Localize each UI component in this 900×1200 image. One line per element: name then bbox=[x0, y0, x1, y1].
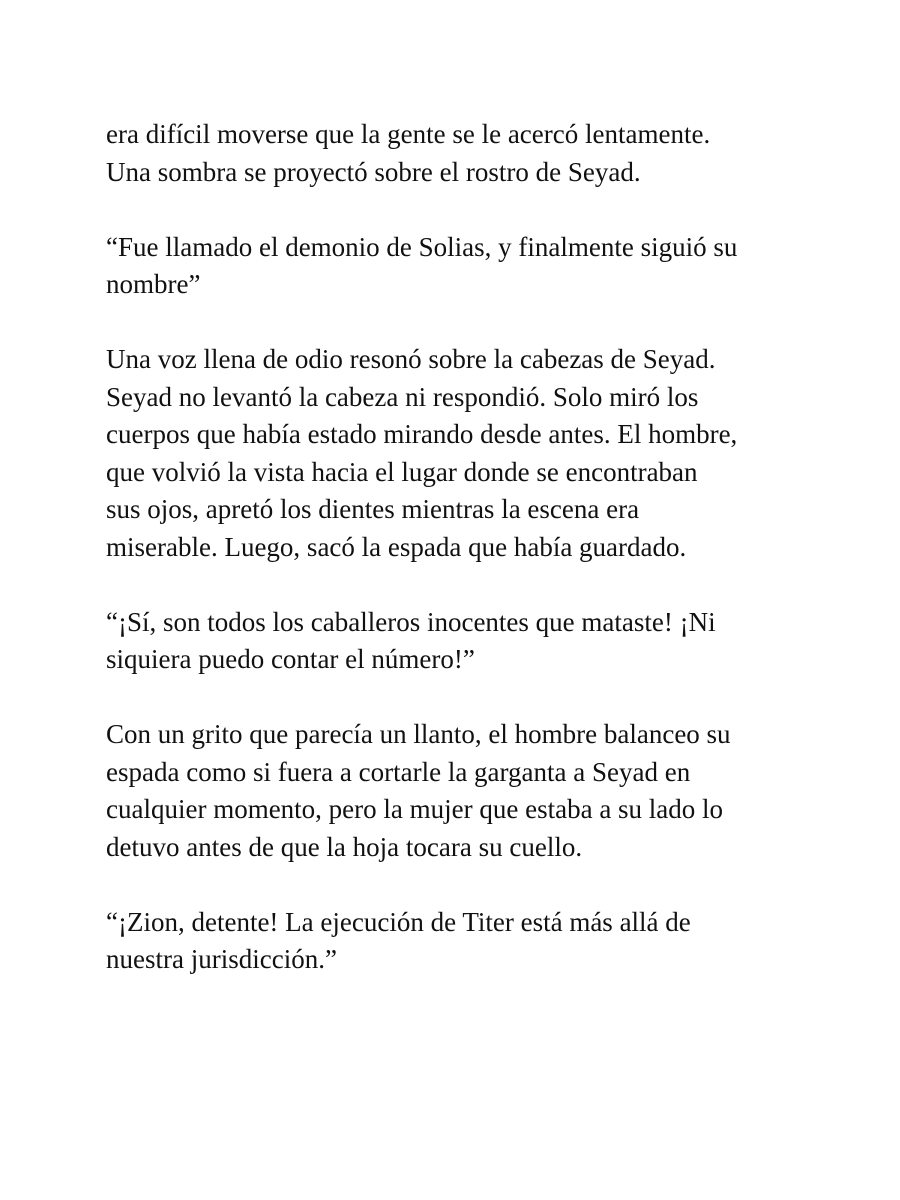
text-line: espada como si fuera a cortarle la garganta a Seyad en bbox=[106, 756, 691, 787]
text-line: Con un grito que parecía un llanto, el hombre balanceo su bbox=[106, 719, 731, 749]
paragraph bbox=[106, 341, 806, 566]
text-line: “¡Sí, son todos los caballeros inocentes que mataste! ¡Ni bbox=[106, 606, 716, 637]
paragraph bbox=[106, 604, 806, 679]
text-line: Una voz llena de odio resonó sobre la cabezas de Seyad. bbox=[106, 344, 716, 374]
text-line: nombre” bbox=[106, 269, 201, 299]
text-line: “¡Zion, detente! La ejecución de Titer está más allá de bbox=[106, 906, 691, 937]
text-line: Una sombra se proyectó sobre el rostro de Seyad. bbox=[106, 156, 641, 187]
text-line: que volvió la vista hacia el lugar donde se encontraban bbox=[106, 456, 698, 487]
text-line: nuestra jurisdicción.” bbox=[106, 944, 337, 974]
text-line: cualquier momento, pero la mujer que estaba a su lado lo bbox=[106, 794, 724, 824]
text-line: sus ojos, apretó los dientes mientras la escena era bbox=[106, 494, 640, 524]
text-line: miserable. Luego, sacó la espada que había guardado. bbox=[106, 531, 687, 562]
paragraph bbox=[106, 116, 806, 191]
paragraph bbox=[106, 904, 806, 979]
text-line: era difícil moverse que la gente se le acercó lentamente. bbox=[106, 119, 711, 149]
text-line: “Fue llamado el demonio de Solias, y finalmente siguió su bbox=[106, 231, 738, 262]
text-line: cuerpos que había estado mirando desde antes. El hombre, bbox=[106, 419, 738, 449]
text-line: detuvo antes de que la hoja tocara su cuello. bbox=[106, 831, 583, 862]
text-line: Seyad no levantó la cabeza ni respondió. Solo miró los bbox=[106, 381, 699, 412]
document-page bbox=[106, 116, 806, 1016]
paragraph bbox=[106, 229, 806, 304]
paragraph bbox=[106, 716, 806, 866]
text-line: siquiera puedo contar el número!” bbox=[106, 644, 475, 674]
